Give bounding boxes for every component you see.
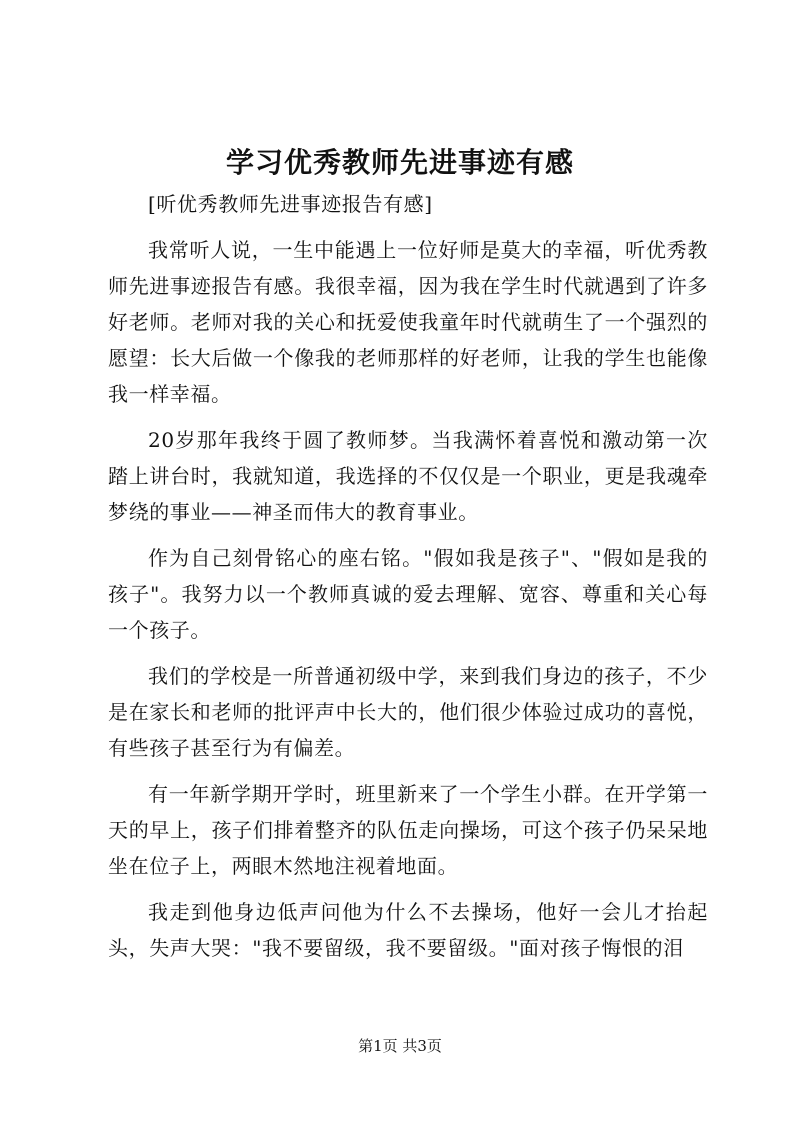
document-title: 学习优秀教师先进事迹有感 bbox=[225, 146, 574, 179]
document-body bbox=[108, 186, 708, 976]
paragraph-5: 我们的学校是一所普通初级中学，来到我们身边的孩子，不少是在家长和老师的批评声中长大的，他们很少体验过成功的喜悦，有些孩子甚至行为有偏差。 bbox=[108, 664, 708, 760]
paragraph-7: 我走到他身边低声问他为什么不去操场，他好一会儿才抬起头，失声大哭："我不要留级，我不要留级。"面对孩子悔恨的泪 bbox=[108, 900, 708, 960]
paragraph-3: 20岁那年我终于圆了教师梦。当我满怀着喜悦和激动第一次踏上讲台时，我就知道，我选择的不仅仅是一个职业，更是我魂牵梦绕的事业——神圣而伟大的教育事业。 bbox=[108, 428, 708, 524]
paragraph-4: 作为自己刻骨铭心的座右铭。"假如我是孩子"、"假如是我的孩子"。我努力以一个教师真诚的爱去理解、宽容、尊重和关心每一个孩子。 bbox=[108, 546, 708, 642]
paragraph-6: 有一年新学期开学时，班里新来了一个学生小群。在开学第一天的早上，孩子们排着整齐的队伍走向操场，可这个孩子仍呆呆地坐在位子上，两眼木然地注视着地面。 bbox=[108, 782, 708, 878]
paragraph-2: 我常听人说，一生中能遇上一位好师是莫大的幸福，听优秀教师先进事迹报告有感。我很幸福，因为我在学生时代就遇到了许多好老师。老师对我的关心和抚爱使我童年时代就萌生了一个强烈的愿望：长大后做一个像我的老师那样的好老师，让我的学生也能像我一样幸福。 bbox=[108, 238, 708, 406]
paragraph-1: [听优秀教师先进事迹报告有感] bbox=[148, 192, 433, 216]
page-footer: 第1页 共3页 bbox=[358, 1037, 442, 1055]
